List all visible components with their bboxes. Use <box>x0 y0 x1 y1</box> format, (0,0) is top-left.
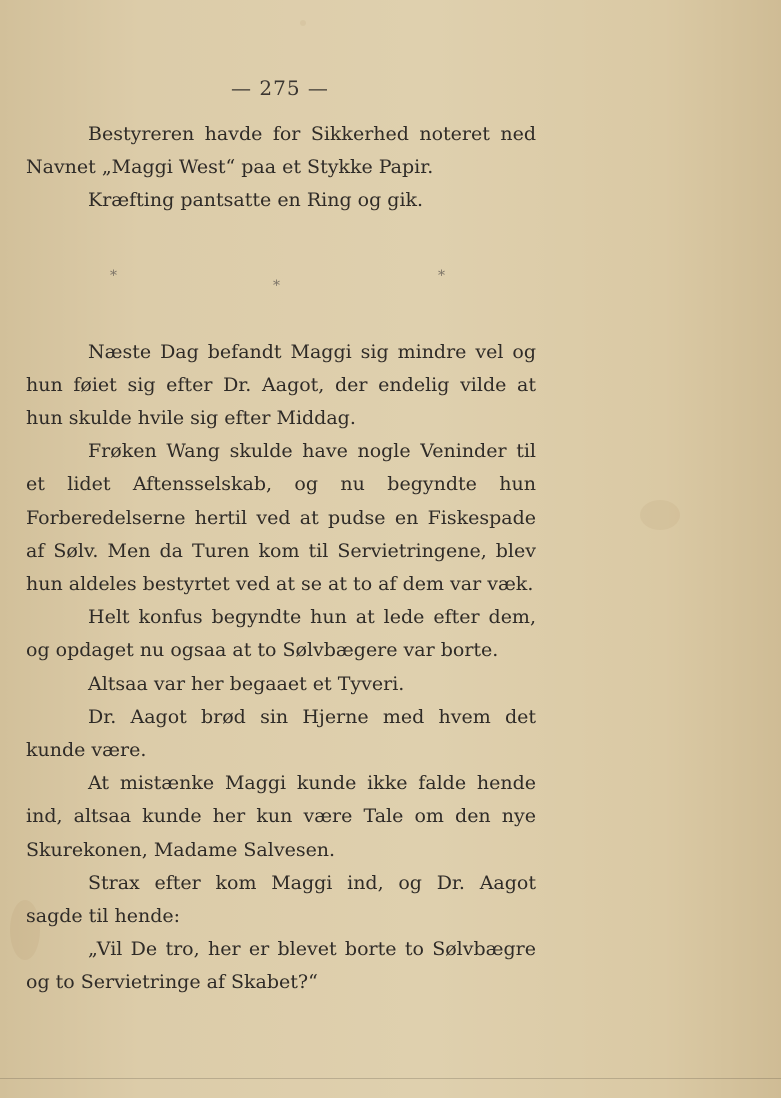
paragraph: Kræfting pantsatte en Ring og gik. <box>88 189 424 212</box>
paragraph: At mistænke Maggi kunde ikke falde hende ind, altsaa kunde her kun være Tale om den nye Skurekonen, Madame Salvesen. <box>26 772 536 861</box>
paragraph: Bestyreren havde for Sikkerhed noteret ned Navnet „Maggi West“ paa et Stykke Papir. <box>26 123 536 179</box>
section-separator <box>26 218 536 336</box>
paragraph: Dr. Aagot brød sin Hjerne med hvem det kunde være. <box>26 705 536 762</box>
body-text <box>26 118 536 1000</box>
paragraph: Næste Dag befandt Maggi sig mindre vel og hun føiet sig efter Dr. Aagot, der endelig vilde at hun skulde hvile sig efter Middag. <box>26 340 536 430</box>
paper-stain <box>300 20 306 26</box>
page-edge-line <box>0 1078 781 1079</box>
separator-star: * <box>273 277 280 294</box>
page-number: — 275 — <box>231 76 329 100</box>
paragraph: Helt konfus begyndte hun at lede efter dem, og opdaget nu ogsaa at to Sølvbægere var borte. <box>26 606 536 662</box>
separator-star: * <box>110 267 117 284</box>
paragraph: Altsaa var her begaaet et Tyveri. <box>88 672 405 695</box>
paragraph: „Vil De tro, her er blevet borte to Sølvbægre og to Servietringe af Skabet?“ <box>26 938 536 994</box>
paper-stain <box>640 500 680 530</box>
paragraph: Strax efter kom Maggi ind, og Dr. Aagot sagde til hende: <box>26 871 536 928</box>
paragraph: Frøken Wang skulde have nogle Veninder til et lidet Aftensselskab, og nu begyndte hun Forberedelserne hertil ved at pudse en Fiskespade af Sølv. Men da Turen kom til Servietringene, blev hun aldeles bestyrtet ved at se at to af dem var væk. <box>26 440 536 596</box>
separator-star: * <box>438 267 445 284</box>
